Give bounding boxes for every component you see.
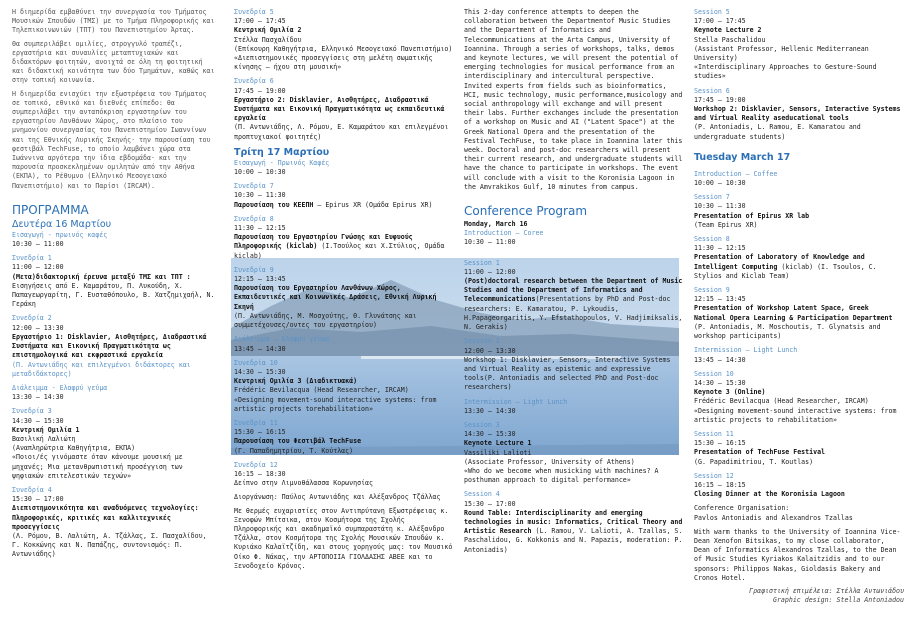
column-english-monday <box>464 8 686 560</box>
conference-program-title: Conference Program <box>464 204 588 219</box>
slot-session-1: Συνεδρία 1 11:00 – 12:00 (Μετα)διδακτορική έρευνα μεταξύ ΤΜΣ και ΤΠΤ : Εισηγήσεις από Ε. Καμαράτου, Π. Λυκούδη, Χ. Παπαγεωργαρίτη, Γ. Ευσταθόπουλο, Β. Χατζημιχαήλ, Ν. Γεράκη <box>12 254 215 309</box>
slot-session-2: Συνεδρία 2 12:00 – 13:30 Εργαστήριο 1: Disklavier, Αισθητήρες, Διαδραστικά Συστήματα και Εικονική Πραγματικότητα ως επιστημολογικά και εκφραστικά εργαλεία (Π. Αντωνιάδης και επιλεγμένοι διδάκτορες και μεταδιδάκτορες) <box>12 314 207 378</box>
slot-session-9-en: Session 9 12:15 – 13:45 Presentation of Workshop Latent Space, Greek National Opera Learning & Participation Department (P. Antoniadis, M. Moschoutis, T. Glynatsis and workshop participants) <box>694 286 893 341</box>
slot-session-10-en: Session 10 14:30 – 15:30 Keynote 3 (Online) Frédéric Bevilacqua (Head Researcher, IRCAM) «Designing movement-sound interactive systems: from artistic projects to rehabilitation» <box>694 369 897 424</box>
slot-session-5-en: Session 5 17:00 – 17:45 Keynote Lecture 2 Stella Paschalidou (Assistant Professor, Hellenic Mediterranean University) «Interdisciplinary Approaches to Gesture-Sound studies» <box>694 8 877 81</box>
slot-session-3: Συνεδρία 3 14:30 – 15:30 Κεντρική Ομιλία 1 Βασιλική Λαλιώτη (Αναπληρώτρια Καθηγήτρια, ΕΚΠΑ) «Ποιοι/ές γινόμαστε όταν κάνουμε μουσική με μηχανές; Μια μετανθρωπιστική προσέγγιση των ψηφιακών επιτελεστικών τεχνών» <box>12 407 183 480</box>
thanks-gr: Με θερμές ευχαριστίες στον Αντιπρύτανη Εξωστρέφειας κ. Ξενοφών Μπίτσικα, στον Κοσμήτορα της Σχολής Πληροφορικής και ακαδημαϊκό συμπαραστάτη κ. Αλέξανδρο Τζάλλα, στον Κοσμήτορα της Σχολής Μουσικών Σπουδών κ. Κυριάκο Καλαϊτζίδη, και στους χορηγούς μας: τον Μουσικό Οίκο Φ. Νάκας, την ΑΡΤΟΠΟΙΙΑ ΓΙΟΛΔΑΣΗΣ ΑΒΕΕ και το Ξενοδοχείο Κρόνος. <box>234 506 453 570</box>
slot-session-8: Συνεδρία 8 11:30 – 12:15 Παρουσίαση του Εργαστηρίου Γνώσης και Ευφυούς Πληροφορικής (kiclab) (Ι.Τσούλος και Χ.Στύλιος, Ομάδα kiclab) <box>234 214 445 260</box>
slot-session-6-en: Session 6 17:45 – 19:00 Workshop 2: Disklavier, Sensors, Interactive Systems and Virtual Reality aseducational tools (P. Antoniadis, L. Ramou, E. Kamaratou and undergraduate students) <box>694 86 901 141</box>
slot-session-12: Συνεδρία 12 16:15 – 18:30 Δείπνο στην Λιμνοθάλασσα Κορωνησίας <box>234 460 373 488</box>
slot-lunch-en: Intermission – Light Lunch 13:30 – 14:30 <box>464 397 568 415</box>
slot-session-10: Συνεδρία 10 14:30 – 15:30 Κεντρική Ομιλία 3 (Διαδικτυακά) Frédéric Bevilacqua (Head Researcher, IRCAM) «Designing movement-sound interactive systems: from artistic projects torehabilitation» <box>234 358 437 413</box>
slot-lunch-en-2: Intermission – Light Lunch 13:45 – 14:30 <box>694 346 798 364</box>
slot-session-12-en: Session 12 16:15 – 18:15 Closing Dinner at the Koronisia Lagoon <box>694 471 845 499</box>
column-greek-monday <box>12 8 218 565</box>
day-title-tuesday-en: Tuesday March 17 <box>694 151 791 163</box>
thanks-en: With warm thanks to the University of Ioannina Vice-Dean Xenofon Bitsikas, to my close collaborator, Dean of Informatics Alexandros Tzallas, to the Dean of Music Studies Kyriakos Kalaitzidis and to our sponsors: Philippos Nakas, Gioldasis Bakery and Cronos Hotel. <box>694 527 901 582</box>
slot-welcome-2: Εισαγωγή - Πρωινός Καφές 10:00 – 10:30 <box>234 158 330 177</box>
slot-welcome-en-2: Introduction – Coffee 10:00 – 10:30 <box>694 169 778 188</box>
slot-lunch: Διάλειμμα - Ελαφρύ γεύμα 13:30 – 14:30 <box>12 383 108 402</box>
slot-session-9: Συνεδρία 9 12:15 – 13:45 Παρουσίαση του Εργαστηρίου Λανθάνων Χώρος, Εκπαιδευτικές και Κοινωνικές Δράσεις, Εθνική Λυρική Σκηνή (Π. Αντωνιάδης, Μ. Μοσχούτης, Θ. Γλυνάτσης και συμμετέχουσες/οντες του εργαστηρίου) <box>234 265 437 330</box>
slot-session-11-en: Session 11 15:30 – 16:15 Presentation of TechFuse Festival (G. Papadimitriou, T. Koutlas) <box>694 429 826 466</box>
intro-paragraph-1: Η διημερίδα εμβαθύνει την συνεργασία του Τμήματος Μουσικών Σπουδών (ΤΜΣ) με το Τμήμα Πληροφορικής και Τηλεπικοινωνιών (ΤΠΤ) του Πανεπιστημίου Άρτας. <box>12 8 215 35</box>
slot-session-11: Συνεδρία 11 15:30 – 16:15 Παρουσίαση του Φεστιβάλ TechFuse (Γ. Παπαδημητρίου, Τ. Κούτλας) <box>234 418 362 455</box>
day-title-tuesday: Τρίτη 17 Μαρτίου <box>234 146 330 158</box>
organisation-en: Conference Organisation: Pavlos Antoniadis and Alexandros Tzallas <box>694 504 853 522</box>
slot-session-3-en: Session 3 14:30 – 15:30 Keynote Lecture 1 Vassiliki Lalioti (Associate Professor, University of Athens) «Who do we become when musicking with machines? A posthuman approach to digital performance» <box>464 420 659 485</box>
slot-welcome-en: Monday, March 16 Introduction – Coree 10:30 – 11:00 <box>464 220 544 247</box>
organisation-gr: Διοργάνωση: Παύλος Αντωνιάδης και Αλέξανδρος Τζάλλας <box>234 493 441 502</box>
slot-session-8-en: Session 8 11:30 – 12:15 Presentation of Laboratory of Knowledge and Intelligent Computing (kiclab) (I. Tsoulos, C. Stylios and Kiclab Team) <box>694 235 877 280</box>
slot-session-7: Συνεδρία 7 10:30 – 11:30 Παρουσίαση του ΚΕΕΠΗ – Epirus XR (Ομάδα Epirus XR) <box>234 182 433 209</box>
credit-english: Graphic design: Stella Antoniadou <box>772 596 904 605</box>
column-english-tuesday <box>694 8 904 605</box>
day-title-monday: Δευτέρα 16 Μαρτίου <box>12 218 112 230</box>
slot-session-1-en: Session 1 11:00 – 12:00 (Post)doctoral research between the Department of Music Studies and the Department of Informatics and Telecommunications(Presentations by PhD and Post-doc researchers: E. Kamaratou, P. Lykoudis, H.Papageorgaritis, Y. Efstathopoulos, V. Hadjimiksalis, N. Gerakis) <box>464 258 683 332</box>
slot-session-5: Συνεδρία 5 17:00 – 17:45 Κεντρική Ομιλία 2 Στέλλα Πασχαλίδου (Επίκουρη Καθηγήτρια, Ελληνικό Μεσογειακό Πανεπιστήμιο) «Διεπιστημονικές προσεγγίσεις στη μελέτη σωματικής κίνησης – ήχου στη μουσική» <box>234 8 453 72</box>
credit-greek: Γραφιστική επιμέλεια: Στέλλα Αντωνιάδου <box>749 586 904 595</box>
slot-session-4: Συνεδρία 4 15:30 – 17:00 Διεπιστημονικότητα και αναδυόμενες τεχνολογίες: Πληροφορικές, κριτικές και καλλιτεχνικές προσεγγίσεις (Λ. Ρόμου, Β. Λαλιώτη, Α. Τζάλλας, Σ. Πασχαλίδου, Γ. Κοκκώνης και Ν. Παπάζης, συντονισμός: Π. Αντωνιάδης) <box>12 485 207 559</box>
program-title: ΠΡΟΓΡΑΜΜΑ <box>12 202 89 217</box>
slot-session-4-en: Session 4 15:30 – 17:00 Round Table: Interdisciplinarity and emerging technologies in music: Informatics, Critical Theory and Artistic Research (L. Ramou, V. Lalioti, A. Tzallas, S. Paschalidou, G. Kokkonis and N. Papazis, moderation: P. Antoniadis) <box>464 490 683 554</box>
slot-session-6: Συνεδρία 6 17:45 – 19:00 Εργαστήριο 2: Disklavier, Αισθητήρες, Διαδραστικά Συστήματα και Εικονική Πραγματικότητα ως εκπαιδευτικά εργαλεία (Π. Αντωνιάδης, Λ. Ρόμου, Ε. Καμαράτου και επιλεγμένοι προπτυχιακοί φοιτητές) <box>234 77 449 141</box>
slot-session-7-en: Session 7 10:30 – 11:30 Presentation of Epirus XR lab (Team Epirus XR) <box>694 193 810 229</box>
slot-lunch-2: Διάλειμμα – Ελαφρύ γεύμα 13:45 – 14:30 <box>234 335 330 353</box>
slot-welcome: Εισαγωγή - πρωινός καφές 10:30 – 11:00 <box>12 230 108 249</box>
intro-paragraph-2: Θα συμπεριλάβει ομιλίες, στρογγυλό τραπέζι, εργαστήρια και συναυλίες μεταπτυχιακών και διδακτόρων φοιτητών, ανοιχτά σε όλη τη φοιτητική και διδακτική κοινότητα των δύο Τμημάτων, καθώς και στην τοπική κοινωνία. <box>12 39 215 85</box>
intro-paragraph-3: Η διημερίδα ενισχύει την εξωστρέφεια του Τμήματος σε τοπικό, εθνικό και διεθνές επίπεδο: θα συμπεριλάβει την ανταπόκριση εργαστηρίων του εργαστηρίου Λανθάνων Χώρος, στο πλαίσιο του μνημονίου συνεργασίας του Πανεπιστημίου Ιωαννίνων και της Εθνικής Λυρικής Σκηνής· την παρουσίαση του φεστιβάλ TechFuse, το οποίο λαμβάνει χώρα στα Ιωάννινα αργότερα την ίδια εβδομάδα· και την παρουσία προσκεκλημένων ομιλητών από την Αθήνα (ΕΚΠΑ), το Ρέθυμνο (Ελληνικό Μεσογειακό Πανεπιστήμιο) και το Παρίσι (IRCAM). <box>12 89 211 190</box>
slot-session-2-en: Session 2 12:00 – 13:30 Workshop 1: Disklavier, Sensors, Interactive Systems and Virtual Reality as epistemic and expressive tools(P. Antoniadis and selected PhD and Post-doc researchers) <box>464 337 671 392</box>
column-greek-tuesday <box>234 8 454 575</box>
intro-english: This 2-day conference attempts to deepen the collaboration between the Departmentof Music Studies and the Department of Informatics and Telecommunications at the Arta Campus, University of Ioannina. Through a series of workshops, talks, demos and keynote lectures, we will present the potential of emerging technologies for musical performance from an interdisciplinary and intercultural perspective. Invited experts from fields such as bioinformatics, HCI, music technology, music performance,musicology and social anthropology will exchange and will present their labs. Further exchanges include the presentation of a workshop on Music and AI ("Latent Space") at the Greek National Opera and the presentation of the Festival TechFuse, to take place in Ioannina later this week. Doctoral and post-doc researchers will present their current research, and undergraduate students will have the chance to participate in workshops. The event will conclude with a visit to the Koronisia Lagoon in the Amvrakikos Gulf, 10 minutes from campus. <box>464 8 683 191</box>
